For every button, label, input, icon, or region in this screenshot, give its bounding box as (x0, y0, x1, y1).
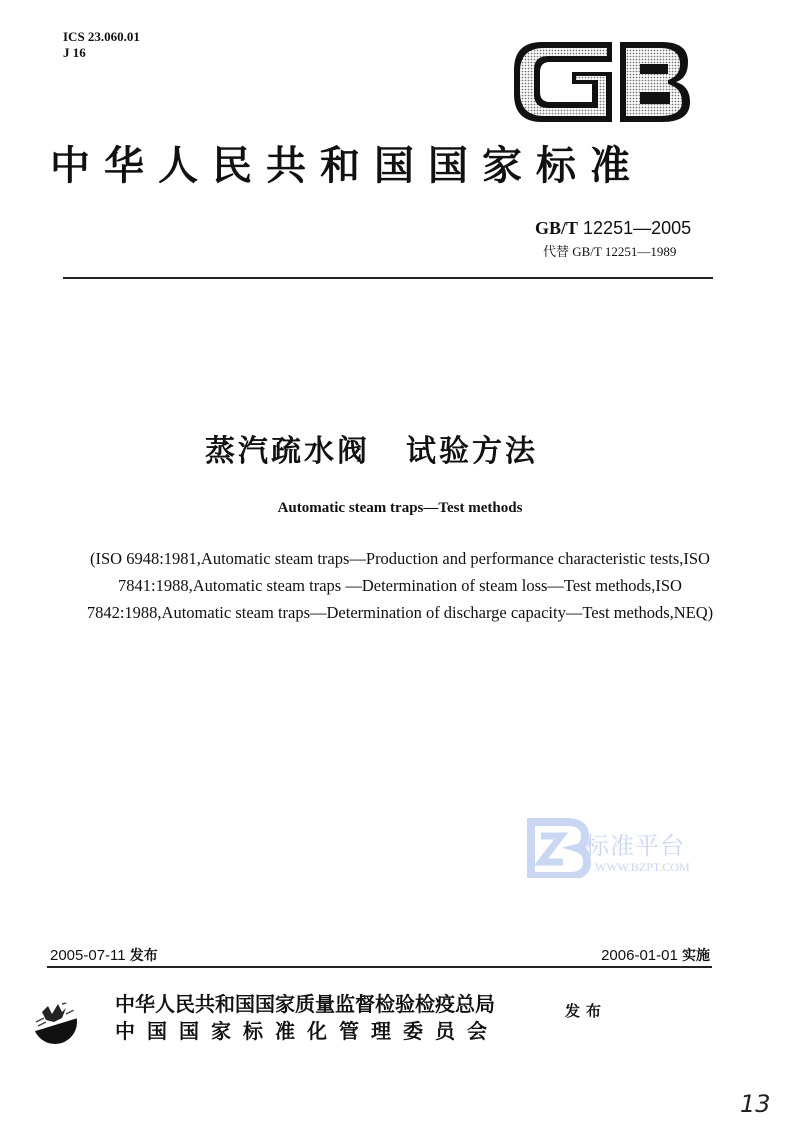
english-title: Automatic steam traps—Test methods (277, 500, 523, 516)
publish-date (50, 945, 158, 965)
chinese-title (205, 426, 538, 470)
watermark-url: WWW.BZPT.COM (595, 860, 690, 874)
chinese-title-part1: 蒸汽疏水阀 (205, 434, 370, 469)
replaces-note: 代替 GB/T 12251—1989 (543, 244, 677, 259)
bottom-divider (47, 966, 712, 968)
issuer-aqsiq: 中华人民共和国国家质量监督检验检疫总局 (115, 992, 495, 1016)
publish-date-label: 发布 (129, 948, 158, 964)
ccs-code: J 16 (63, 45, 86, 60)
implement-date-value: 2006-01-01 (601, 947, 678, 964)
top-divider (63, 277, 713, 279)
standard-number (535, 218, 691, 239)
watermark-name: 标准平台 (585, 832, 685, 860)
issuer-sac: 中国国家标准化管理委员会 (115, 1019, 499, 1043)
main-title: 中华人民共和国国家标准 (50, 143, 644, 189)
ics-code: ICS 23.060.01 (63, 29, 140, 44)
implement-date-label: 实施 (682, 948, 710, 964)
standard-number-value: 12251—2005 (583, 218, 692, 238)
handwritten-page-number: 13 (740, 1090, 771, 1118)
iso-reference: (ISO 6948:1981,Automatic steam traps—Production and performance characteristic tests,ISO 7841:1988,Automatic steam traps —Determination of steam loss—Test methods,ISO 7842:1988,Automatic steam traps—Determination of discharge capacity—Test methods,NEQ) (86, 549, 714, 622)
chinese-title-part2: 试验方法 (406, 434, 538, 469)
issue-label: 发布 (565, 1002, 608, 1020)
standard-prefix: GB/T (535, 218, 579, 238)
aqsiq-emblem-icon (32, 992, 78, 1052)
implement-date (601, 945, 710, 965)
publish-date-value: 2005-07-11 (50, 947, 126, 964)
gb-logo-icon (512, 40, 692, 124)
classification-codes (63, 29, 140, 61)
